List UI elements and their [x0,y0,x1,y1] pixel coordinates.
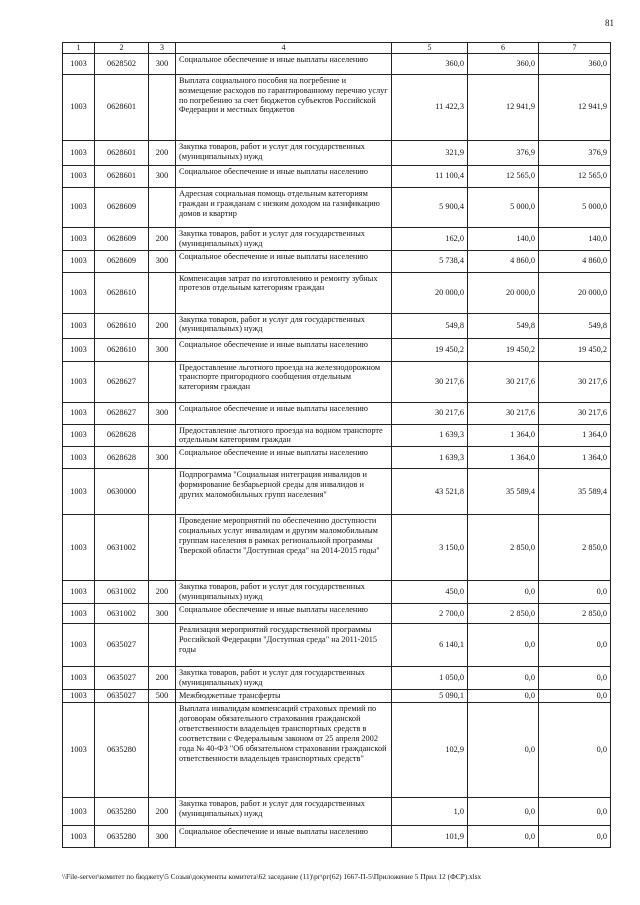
cell-section: 1003 [63,165,95,187]
cell-code: 0635280 [95,703,149,798]
cell-value-2: 0,0 [468,798,539,826]
cell-description: Выплата инвалидам компенсаций страховых премий по договорам обязательного страхования гражданской ответственности владельцев транспортных средств в соответствии с Федеральным законом от 25 апреля 2002 года № 40-ФЗ "Об обязательном страховании гражданской ответственности владельцев транспортных средств" [176,703,392,798]
cell-value-1: 1 050,0 [392,667,468,690]
cell-code: 0631002 [95,515,149,581]
cell-type: 300 [149,604,176,624]
cell-description: Предоставление льготного проезда на железнодорожном транспорте пригородного сообщения отдельным категориям граждан [176,361,392,402]
cell-code: 0628609 [95,227,149,250]
cell-value-1: 101,9 [392,826,468,848]
cell-section: 1003 [63,667,95,690]
cell-section: 1003 [63,402,95,424]
column-header: 5 [392,43,468,54]
cell-type [149,272,176,313]
cell-value-3: 4 860,0 [539,250,611,272]
column-header: 6 [468,43,539,54]
cell-value-2: 0,0 [468,581,539,604]
cell-value-3: 35 589,4 [539,469,611,515]
cell-code: 0628627 [95,361,149,402]
cell-value-3: 19 450,2 [539,338,611,361]
cell-value-1: 5 900,4 [392,187,468,227]
cell-value-2: 2 850,0 [468,604,539,624]
cell-description: Социальное обеспечение и иные выплаты населению [176,402,392,424]
cell-value-2: 1 364,0 [468,424,539,447]
cell-value-1: 11 422,3 [392,74,468,140]
cell-value-2: 30 217,6 [468,361,539,402]
cell-value-3: 20 000,0 [539,272,611,313]
file-path-footer: \\File-server\комитет по бюджету\5 Созыв\документы комитета\62 заседание (11)\рг\рг(62) 1667-П-5\Приложение 5 Прил 12 (ФСР).xlsx [62,872,482,881]
table-row [63,581,611,604]
cell-code: 0628609 [95,187,149,227]
cell-value-1: 1 639,3 [392,447,468,469]
cell-description: Компенсация затрат по изготовлению и ремонту зубных протезов отдельным категориям граждан [176,272,392,313]
cell-section: 1003 [63,703,95,798]
cell-description: Социальное обеспечение и иные выплаты населению [176,826,392,848]
cell-code: 0635280 [95,826,149,848]
cell-value-3: 30 217,6 [539,402,611,424]
cell-type: 300 [149,250,176,272]
column-header: 1 [63,43,95,54]
cell-value-1: 450,0 [392,581,468,604]
cell-value-3: 549,8 [539,313,611,338]
cell-value-1: 162,0 [392,227,468,250]
cell-value-3: 5 000,0 [539,187,611,227]
cell-value-2: 12 941,9 [468,74,539,140]
cell-value-1: 19 450,2 [392,338,468,361]
cell-type: 500 [149,690,176,703]
cell-value-3: 1 364,0 [539,424,611,447]
cell-type [149,515,176,581]
cell-code: 0628628 [95,424,149,447]
cell-value-1: 321,9 [392,140,468,165]
cell-value-2: 549,8 [468,313,539,338]
cell-code: 0631002 [95,581,149,604]
cell-section: 1003 [63,624,95,667]
cell-code: 0628610 [95,272,149,313]
cell-code: 0635027 [95,624,149,667]
cell-code: 0635027 [95,690,149,703]
table-row [63,624,611,667]
cell-value-2: 0,0 [468,624,539,667]
table-row [63,74,611,140]
cell-description: Межбюджетные трансферты [176,690,392,703]
cell-code: 0628601 [95,74,149,140]
cell-value-1: 1 639,3 [392,424,468,447]
cell-value-1: 102,9 [392,703,468,798]
cell-code: 0628609 [95,250,149,272]
cell-value-3: 2 850,0 [539,515,611,581]
cell-type: 300 [149,447,176,469]
cell-value-1: 1,0 [392,798,468,826]
cell-description: Социальное обеспечение и иные выплаты населению [176,604,392,624]
cell-value-2: 30 217,6 [468,402,539,424]
column-header: 7 [539,43,611,54]
table-row [63,53,611,74]
cell-description: Закупка товаров, работ и услуг для государственных (муниципальных) нужд [176,667,392,690]
cell-section: 1003 [63,424,95,447]
table-row [63,140,611,165]
cell-type [149,187,176,227]
cell-value-1: 3 150,0 [392,515,468,581]
cell-value-1: 6 140,1 [392,624,468,667]
table-row [63,338,611,361]
cell-type: 300 [149,402,176,424]
table-row [63,227,611,250]
cell-description: Закупка товаров, работ и услуг для государственных (муниципальных) нужд [176,581,392,604]
cell-value-3: 0,0 [539,624,611,667]
cell-section: 1003 [63,798,95,826]
table-row [63,469,611,515]
cell-type: 200 [149,667,176,690]
cell-value-3: 0,0 [539,690,611,703]
cell-type [149,469,176,515]
table-row [63,187,611,227]
cell-value-2: 5 000,0 [468,187,539,227]
cell-code: 0628601 [95,165,149,187]
cell-description: Закупка товаров, работ и услуг для государственных (муниципальных) нужд [176,313,392,338]
cell-type: 300 [149,53,176,74]
table-row [63,447,611,469]
cell-value-3: 12 565,0 [539,165,611,187]
cell-type: 200 [149,581,176,604]
cell-value-2: 0,0 [468,690,539,703]
cell-type: 200 [149,313,176,338]
cell-value-3: 0,0 [539,581,611,604]
cell-description: Социальное обеспечение и иные выплаты населению [176,250,392,272]
cell-code: 0628610 [95,313,149,338]
cell-description: Социальное обеспечение и иные выплаты населению [176,447,392,469]
table-row [63,798,611,826]
table-row [63,515,611,581]
cell-type: 200 [149,140,176,165]
cell-section: 1003 [63,690,95,703]
cell-value-2: 376,9 [468,140,539,165]
cell-section: 1003 [63,187,95,227]
cell-value-3: 376,9 [539,140,611,165]
cell-section: 1003 [63,826,95,848]
cell-section: 1003 [63,53,95,74]
cell-description: Социальное обеспечение и иные выплаты населению [176,53,392,74]
cell-value-2: 360,0 [468,53,539,74]
cell-value-1: 20 000,0 [392,272,468,313]
table-row [63,703,611,798]
cell-value-1: 549,8 [392,313,468,338]
table-row [63,272,611,313]
table-body [63,43,611,848]
cell-value-2: 4 860,0 [468,250,539,272]
table-row [63,165,611,187]
cell-description: Подпрограмма "Социальная интеграция инвалидов и формирование безбарьерной среды для инвалидов и других маломобильных групп населения" [176,469,392,515]
cell-value-1: 30 217,6 [392,361,468,402]
cell-type: 300 [149,165,176,187]
cell-value-2: 140,0 [468,227,539,250]
cell-code: 0635280 [95,798,149,826]
cell-type [149,361,176,402]
cell-description: Предоставление льготного проезда на водном транспорте отдельным категориям граждан [176,424,392,447]
cell-section: 1003 [63,469,95,515]
cell-value-3: 360,0 [539,53,611,74]
cell-type: 200 [149,227,176,250]
cell-value-1: 11 100,4 [392,165,468,187]
cell-description: Выплата социального пособия на погребение и возмещение расходов по гарантированному перечню услуг по погребению за счет бюджетов субъектов Российской Федерации и местных бюджетов [176,74,392,140]
cell-value-3: 30 217,6 [539,361,611,402]
cell-value-1: 43 521,8 [392,469,468,515]
cell-code: 0628610 [95,338,149,361]
cell-section: 1003 [63,313,95,338]
table-row [63,250,611,272]
cell-value-2: 20 000,0 [468,272,539,313]
cell-code: 0635027 [95,667,149,690]
cell-code: 0628627 [95,402,149,424]
table-row [63,424,611,447]
cell-value-2: 2 850,0 [468,515,539,581]
cell-code: 0628502 [95,53,149,74]
cell-value-2: 0,0 [468,667,539,690]
cell-description: Адресная социальная помощь отдельным категориям граждан и гражданам с низким доходом на газификацию домов и квартир [176,187,392,227]
cell-section: 1003 [63,140,95,165]
table-row [63,667,611,690]
table-row [63,313,611,338]
cell-description: Закупка товаров, работ и услуг для государственных (муниципальных) нужд [176,140,392,165]
column-header: 3 [149,43,176,54]
cell-value-3: 0,0 [539,667,611,690]
cell-section: 1003 [63,515,95,581]
cell-description: Проведение мероприятий по обеспечению доступности социальных услуг инвалидам и другим маломобильным группам населения в рамках региональной программы Тверской области "Доступная среда" на 2014-2015 годы" [176,515,392,581]
table-row [63,690,611,703]
cell-value-3: 0,0 [539,826,611,848]
cell-section: 1003 [63,361,95,402]
cell-description: Закупка товаров, работ и услуг для государственных (муниципальных) нужд [176,227,392,250]
cell-value-1: 30 217,6 [392,402,468,424]
table-row [63,826,611,848]
cell-value-3: 1 364,0 [539,447,611,469]
cell-value-1: 5 090,1 [392,690,468,703]
cell-section: 1003 [63,74,95,140]
cell-type: 300 [149,338,176,361]
cell-type [149,74,176,140]
cell-code: 0628628 [95,447,149,469]
cell-value-2: 35 589,4 [468,469,539,515]
cell-section: 1003 [63,604,95,624]
page-number: 81 [605,18,614,28]
cell-value-2: 12 565,0 [468,165,539,187]
cell-type [149,703,176,798]
cell-description: Социальное обеспечение и иные выплаты населению [176,338,392,361]
cell-description: Закупка товаров, работ и услуг для государственных (муниципальных) нужд [176,798,392,826]
cell-section: 1003 [63,338,95,361]
cell-value-3: 2 850,0 [539,604,611,624]
cell-code: 0628601 [95,140,149,165]
cell-section: 1003 [63,272,95,313]
cell-value-3: 140,0 [539,227,611,250]
table-row [63,361,611,402]
cell-type [149,624,176,667]
cell-type: 300 [149,826,176,848]
cell-section: 1003 [63,250,95,272]
cell-value-2: 0,0 [468,703,539,798]
cell-value-2: 0,0 [468,826,539,848]
cell-value-2: 19 450,2 [468,338,539,361]
cell-description: Социальное обеспечение и иные выплаты населению [176,165,392,187]
column-number-row [63,43,611,54]
table-row [63,604,611,624]
cell-value-1: 2 700,0 [392,604,468,624]
cell-code: 0630000 [95,469,149,515]
cell-value-3: 0,0 [539,703,611,798]
cell-value-1: 360,0 [392,53,468,74]
cell-value-2: 1 364,0 [468,447,539,469]
cell-section: 1003 [63,227,95,250]
cell-type [149,424,176,447]
cell-value-3: 0,0 [539,798,611,826]
table-row [63,402,611,424]
cell-value-3: 12 941,9 [539,74,611,140]
column-header: 2 [95,43,149,54]
cell-description: Реализация мероприятий государственной программы Российской Федерации "Доступная среда" на 2011-2015 годы [176,624,392,667]
cell-section: 1003 [63,447,95,469]
cell-type: 200 [149,798,176,826]
column-header: 4 [176,43,392,54]
cell-section: 1003 [63,581,95,604]
cell-code: 0631002 [95,604,149,624]
budget-table [62,42,611,848]
cell-value-1: 5 738,4 [392,250,468,272]
